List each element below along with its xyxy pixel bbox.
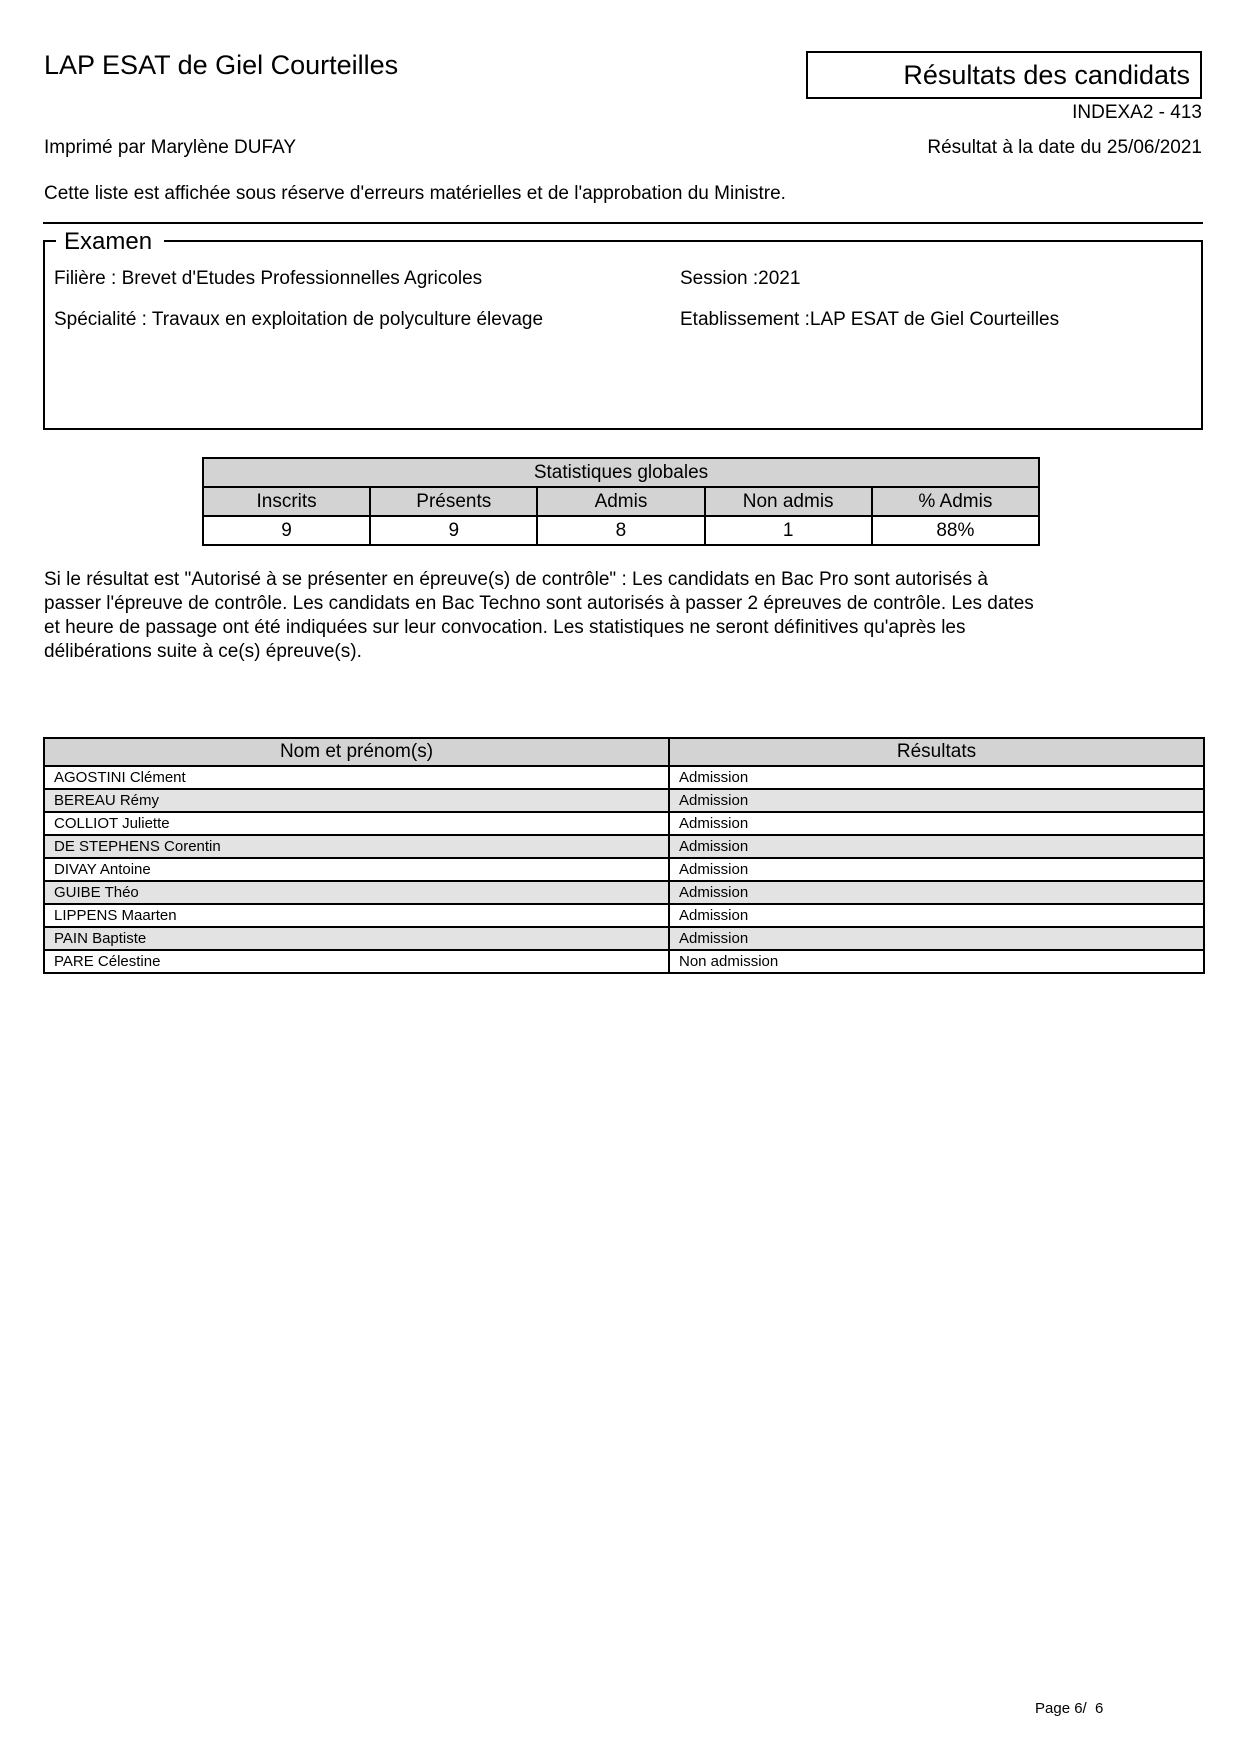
- candidate-result: Admission: [669, 881, 1204, 904]
- candidate-name: BEREAU Rémy: [44, 789, 669, 812]
- candidate-result: Admission: [669, 789, 1204, 812]
- table-row: [44, 835, 1204, 858]
- exam-session: Session :2021: [680, 268, 801, 289]
- divider: [43, 222, 1203, 224]
- candidate-result: Admission: [669, 904, 1204, 927]
- candidate-name: AGOSTINI Clément: [44, 766, 669, 789]
- page-number: Page 6/ 6: [1035, 1700, 1104, 1717]
- school-name: LAP ESAT de Giel Courteilles: [44, 50, 399, 80]
- stats-header-presents: Présents: [370, 487, 537, 516]
- table-row: [44, 950, 1204, 973]
- disclaimer: Cette liste est affichée sous réserve d'erreurs matérielles et de l'approbation du Ministre.: [44, 183, 786, 204]
- exam-legend: Examen: [56, 228, 164, 256]
- stats-header-admis: Admis: [537, 487, 704, 516]
- stats-value-non-admis: 1: [705, 516, 872, 545]
- stats-value-inscrits: 9: [203, 516, 370, 545]
- result-date: Résultat à la date du 25/06/2021: [927, 137, 1202, 158]
- table-row: [44, 904, 1204, 927]
- table-row: [44, 858, 1204, 881]
- global-statistics-table: [202, 457, 1040, 546]
- candidate-result: Admission: [669, 835, 1204, 858]
- control-exam-note: Si le résultat est "Autorisé à se présenter en épreuve(s) de contrôle" : Les candidats en Bac Pro sont autorisés à passer l'épreuve de contrôle. Les candidats en Bac Techno sont autorisés à passer 2 épreuves de contrôle. Les dates et heure de passage ont été indiquées sur leur convocation. Les statistiques ne seront définitives qu'après les délibérations suite à ce(s) épreuve(s).: [44, 569, 1034, 662]
- table-row: [44, 766, 1204, 789]
- candidate-name: DE STEPHENS Corentin: [44, 835, 669, 858]
- results-header-result: Résultats: [669, 738, 1204, 766]
- candidate-name: PARE Célestine: [44, 950, 669, 973]
- document-title: Résultats des candidats: [806, 51, 1202, 99]
- table-row: [44, 927, 1204, 950]
- table-row: [44, 881, 1204, 904]
- candidate-name: COLLIOT Juliette: [44, 812, 669, 835]
- stats-value-admis: 8: [537, 516, 704, 545]
- stats-header-pct-admis: % Admis: [872, 487, 1039, 516]
- exam-filiere: Filière : Brevet d'Etudes Professionnelles Agricoles: [54, 268, 483, 289]
- candidate-name: DIVAY Antoine: [44, 858, 669, 881]
- document-reference: INDEXA2 - 413: [1072, 102, 1202, 123]
- candidate-result: Non admission: [669, 950, 1204, 973]
- table-row: [44, 789, 1204, 812]
- results-header-name: Nom et prénom(s): [44, 738, 669, 766]
- stats-title: Statistiques globales: [203, 458, 1039, 487]
- table-row: [44, 812, 1204, 835]
- candidate-name: PAIN Baptiste: [44, 927, 669, 950]
- stats-value-pct-admis: 88%: [872, 516, 1039, 545]
- candidate-result: Admission: [669, 858, 1204, 881]
- candidate-result: Admission: [669, 812, 1204, 835]
- stats-header-inscrits: Inscrits: [203, 487, 370, 516]
- candidate-result: Admission: [669, 766, 1204, 789]
- candidate-results-table: [43, 737, 1205, 974]
- candidate-result: Admission: [669, 927, 1204, 950]
- candidate-name: GUIBE Théo: [44, 881, 669, 904]
- stats-value-presents: 9: [370, 516, 537, 545]
- exam-etablissement: Etablissement :LAP ESAT de Giel Courteilles: [680, 309, 1060, 330]
- candidate-name: LIPPENS Maarten: [44, 904, 669, 927]
- printed-by: Imprimé par Marylène DUFAY: [44, 137, 296, 158]
- exam-specialite: Spécialité : Travaux en exploitation de polyculture élevage: [54, 309, 544, 330]
- stats-header-non-admis: Non admis: [705, 487, 872, 516]
